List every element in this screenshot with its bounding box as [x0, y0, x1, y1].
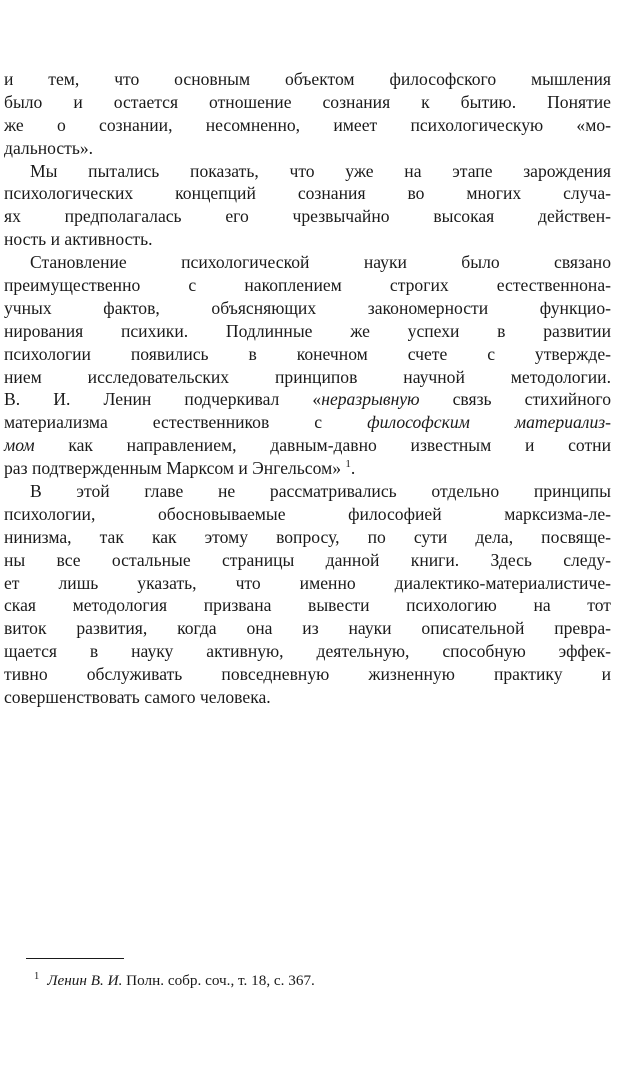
- footnote-reference: 1: [345, 458, 351, 471]
- text-line: и тем, что основным объектом философского мышления: [4, 69, 611, 89]
- text-line-materialism: [4, 411, 611, 434]
- text-line-lenin: [4, 388, 611, 411]
- text-line: дальность».: [4, 137, 94, 158]
- footnote: [34, 971, 594, 991]
- text-line: ет лишь указать, что именно диалектико-материалистиче-: [4, 572, 611, 593]
- text-line: виток развития, когда она из науки описательной превра-: [4, 618, 611, 639]
- text-line: преимущественно с накоплением строгих естественнона-: [4, 275, 611, 296]
- text-line: нирования психики. Подлинные же успехи в развитии: [4, 320, 611, 341]
- text-run: раз подтвержденным Марксом и Энгельсом»: [4, 458, 346, 479]
- footnote-divider: [26, 958, 124, 959]
- text-run: как направлением, давным-давно известным и сотни: [34, 435, 611, 456]
- text-line: учных фактов, объясняющих закономерности функцио-: [4, 297, 611, 318]
- text-run: .: [350, 458, 356, 479]
- footnote-text: Полн. собр. соч., т. 18, с. 367.: [122, 972, 315, 989]
- text-line: ская методология призвана вывести психологию на тот: [4, 595, 611, 616]
- italic-emphasis: неразрывную: [321, 389, 420, 410]
- text-line: же о сознании, несомненно, имеет психологическую «мо-: [4, 114, 611, 135]
- text-line: психологии появились в конечном счете с утвержде-: [4, 343, 611, 364]
- text-line: психологических концепций сознания во многих случа-: [4, 183, 611, 204]
- footnote-author: Ленин В. И.: [47, 972, 123, 989]
- main-text: [4, 68, 611, 709]
- text-line: В этой главе не рассматривались отдельно принципы: [30, 481, 611, 502]
- italic-emphasis: мом: [4, 435, 35, 456]
- text-line: ность и активность.: [4, 229, 153, 250]
- text-line: Мы пытались показать, что уже на этапе зарождения: [30, 160, 611, 181]
- text-line: было и остается отношение сознания к бытию. Понятие: [4, 91, 611, 112]
- text-line: ях предполагалась его чрезвычайно высокая действен-: [4, 206, 611, 227]
- text-line-marx: [4, 434, 611, 457]
- text-run: В. И. Ленин подчеркивал «: [4, 389, 322, 410]
- text-line: щается в науку активную, деятельную, способную эффек-: [4, 641, 611, 662]
- text-run: связь стихийного: [419, 389, 612, 410]
- text-line: ны все остальные страницы данной книги. Здесь следу-: [4, 549, 611, 570]
- text-line: совершенствовать самого человека.: [4, 687, 271, 708]
- text-line: нинизма, так как этому вопросу, по сути дела, посвяще-: [4, 526, 611, 547]
- text-run: материализма естественников с: [4, 412, 368, 433]
- footnote-mark: 1: [34, 970, 40, 982]
- text-line: тивно обслуживать повседневную жизненную практику и: [4, 664, 611, 685]
- text-line: Становление психологической науки было связано: [30, 252, 611, 273]
- text-line: психологии, обосновываемые философией марксизма-ле-: [4, 503, 611, 524]
- italic-emphasis: философским материализ-: [367, 412, 611, 433]
- text-line-final: [4, 457, 611, 480]
- text-line: нием исследовательских принципов научной методологии.: [4, 366, 611, 387]
